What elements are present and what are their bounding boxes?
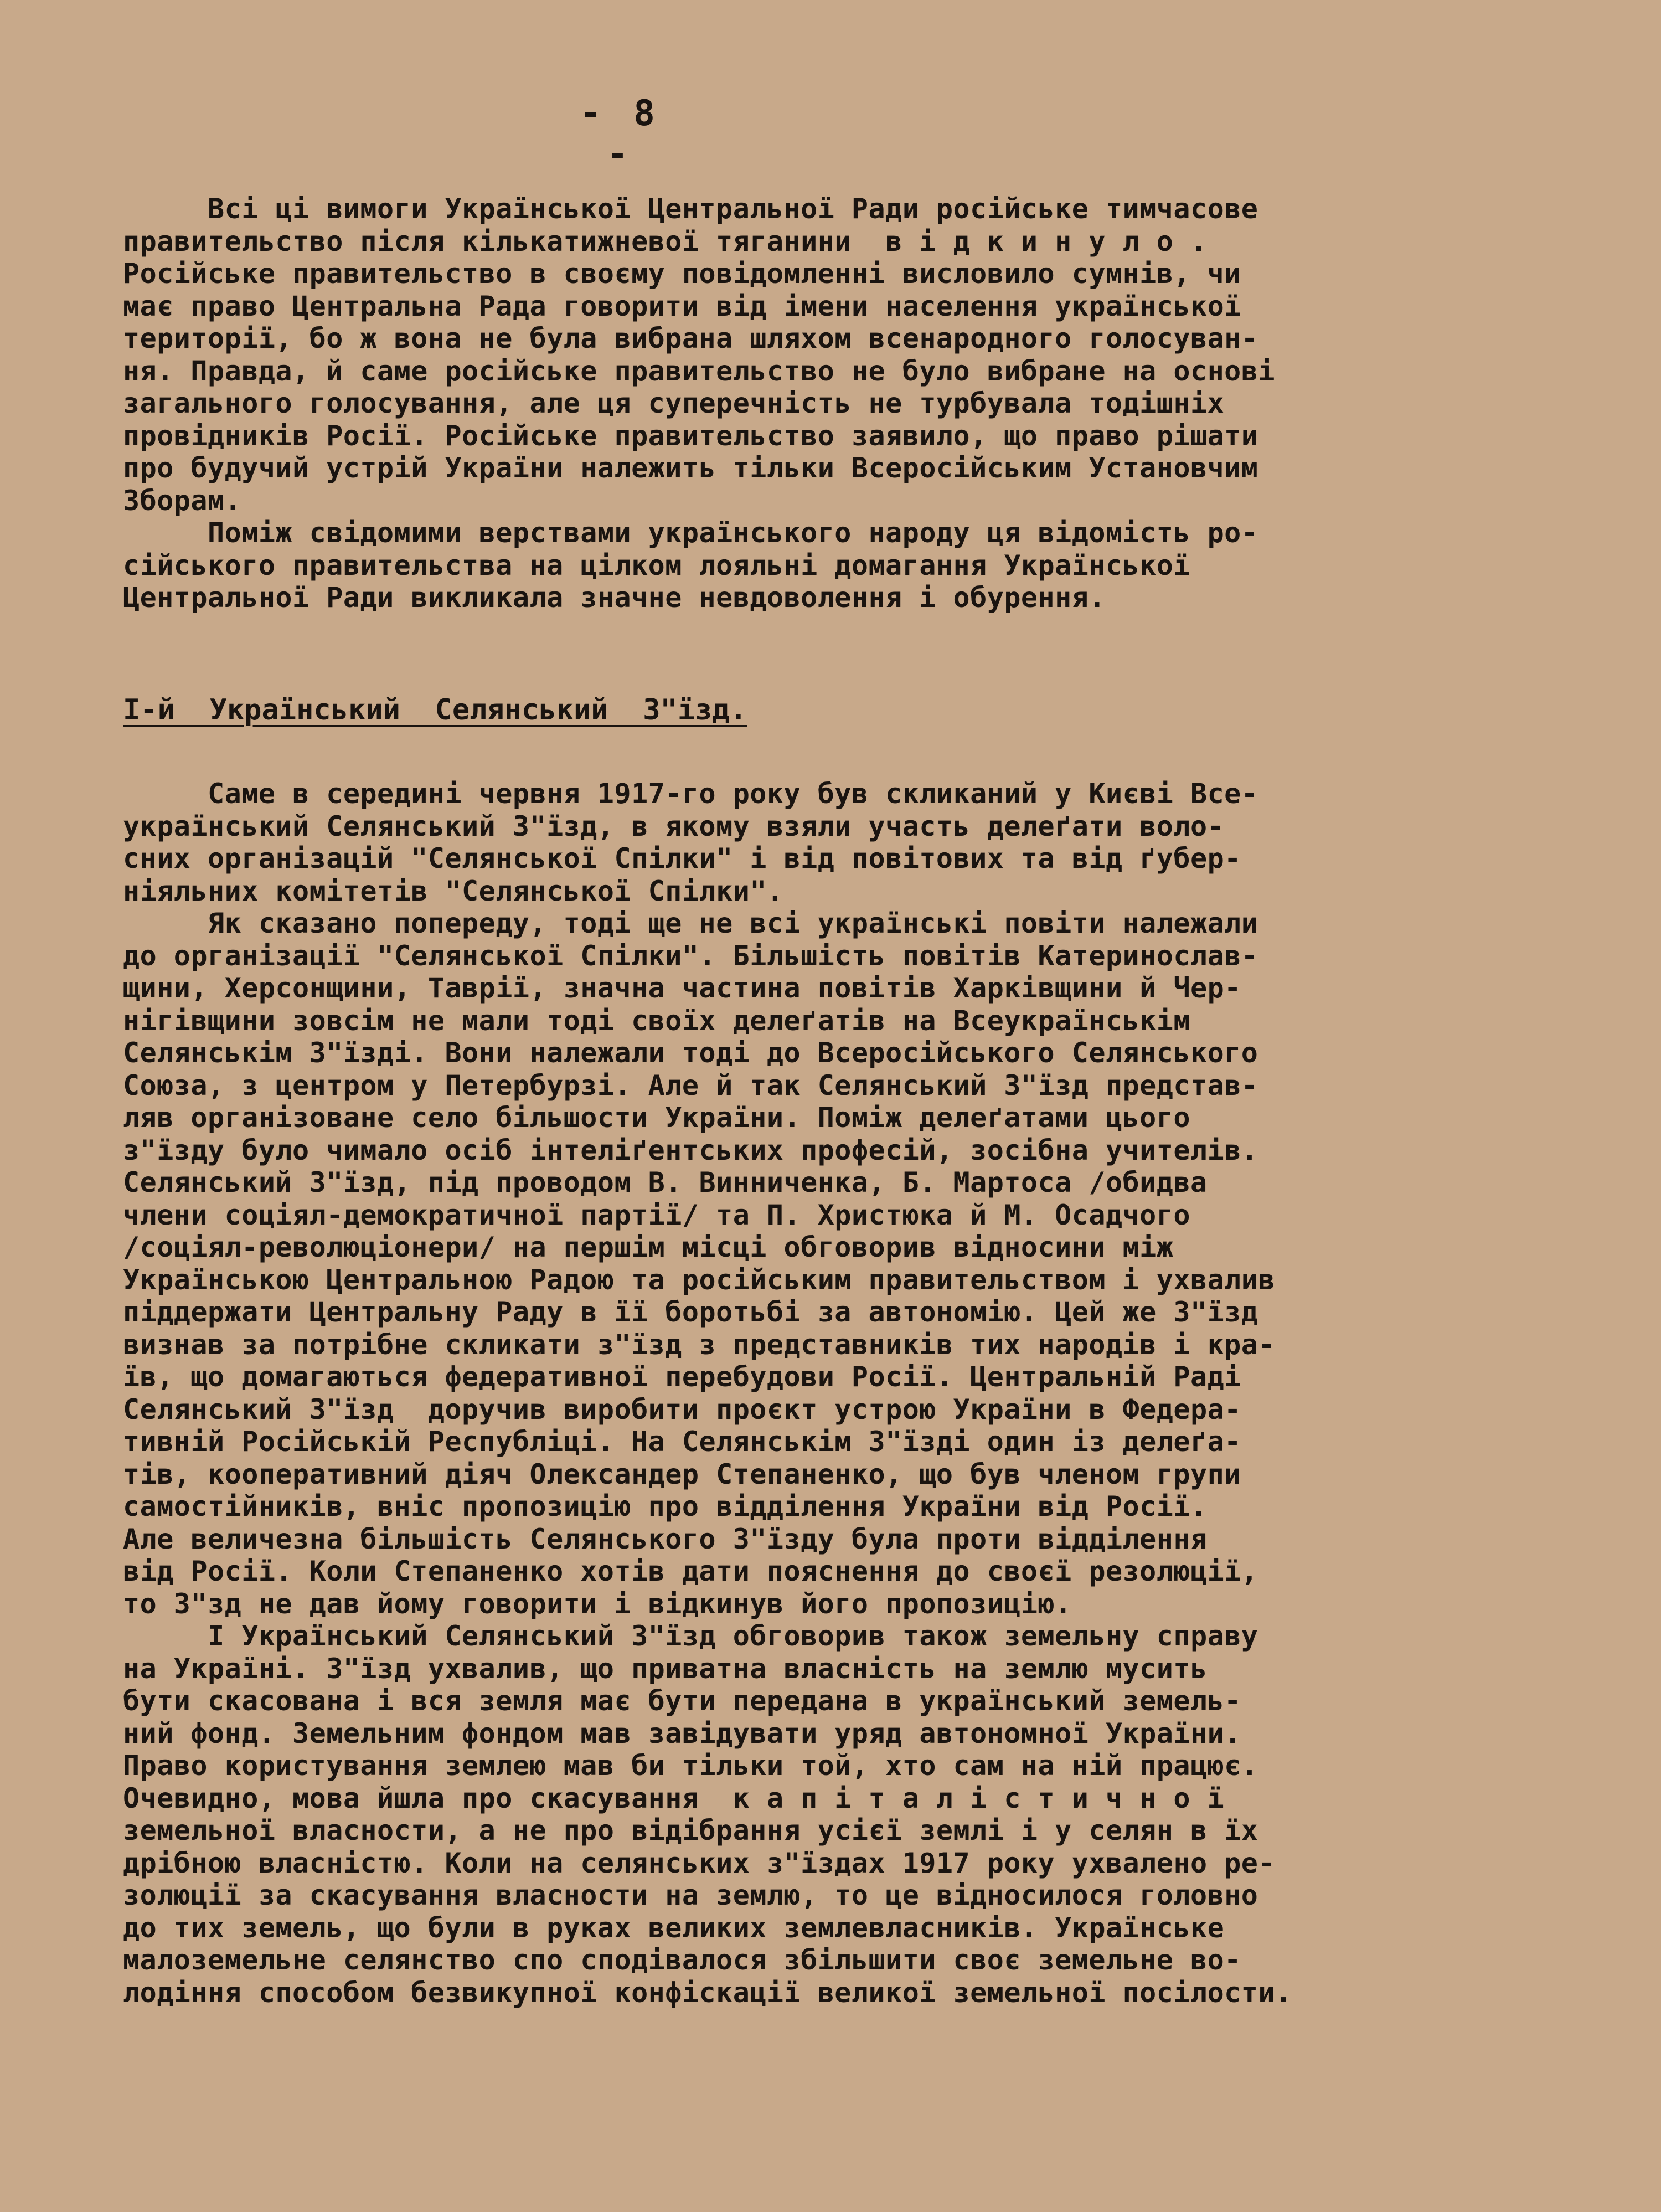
text-line: на Україні. З"їзд ухвалив, що приватна власність на землю мусить <box>123 1652 1208 1685</box>
text-line: до тих земель, що були в руках великих землевласників. Українське <box>123 1911 1225 1944</box>
text-line: Але величезна більшість Селянського З"їзду була проти відділення <box>123 1522 1208 1555</box>
text-line: то З"зд не дав йому говорити і відкинув його пропозицію. <box>123 1587 1072 1620</box>
text-line: /соціял-революціонери/ на першім місці обговорив відносини між <box>123 1231 1174 1263</box>
text-line: Саме в середині червня 1917-го року був скликаний у Києві Все- <box>123 778 1258 810</box>
text-line: Очевидно, мова йшла про скасування к а п і т а л і с т и ч н о ї <box>123 1782 1225 1814</box>
page-number: - 8 - <box>580 93 661 175</box>
text-line: Українською Центральною Радою та російським правительством і ухвалив <box>123 1263 1275 1296</box>
text-line: з"їзду було чимало осіб інтеліґентських професій, зосібна учителів. <box>123 1134 1258 1166</box>
text-line: самостійників, вніс пропозицію про відділення України від Росії. <box>123 1490 1208 1522</box>
text-line: правительство після кількатижневої тяганини в і д к и н у л о . <box>123 225 1208 258</box>
text-line: сійського правительства на цілком лояльні домагання Української <box>123 549 1190 582</box>
text-line: ня. Правда, й саме російське правительство не було вибране на основі <box>123 354 1275 387</box>
text-line: тів, кооперативний діяч Олександер Степаненко, що був членом групи <box>123 1458 1241 1490</box>
text-line: ляв організоване село більшости України. Поміж делеґатами цього <box>123 1102 1190 1134</box>
text-line: провідників Росії. Російське правительство заявило, що право рішати <box>123 419 1258 452</box>
text-line: загального голосування, але ця суперечність не турбувала тодішніх <box>123 387 1225 419</box>
text-line: про будучий устрій України належить тільки Всеросійським Установчим <box>123 452 1258 484</box>
text-line: лодіння способом безвикупної конфіскації великої земельної посілости. <box>123 1976 1292 2009</box>
text-line: Селянський З"їзд доручив виробити проєкт устрою України в Федера- <box>123 1393 1241 1426</box>
text-line: тивній Російській Республіці. На Селянськім З"їзді один із делеґа- <box>123 1426 1241 1458</box>
text-line: території, бо ж вона не була вибрана шляхом всенародного голосуван- <box>123 322 1258 354</box>
text-line: Центральної Ради викликала значне невдоволення і обурення. <box>123 582 1106 614</box>
text-line: має право Центральна Рада говорити від імени населення української <box>123 290 1241 322</box>
text-line: Зборам. <box>123 484 242 517</box>
text-line: малоземельне селянство спо сподівалося збільшити своє земельне во- <box>123 1944 1241 1976</box>
text-line: Союза, з центром у Петербурзі. Але й так Селянський З"їзд представ- <box>123 1069 1258 1102</box>
text-line: Всі ці вимоги Української Центральної Ради російське тимчасове <box>123 193 1258 225</box>
text-line: піддержати Центральну Раду в її боротьбі за автономію. Цей же З"їзд <box>123 1296 1258 1328</box>
text-line: дрібною власністю. Коли на селянських з"їздах 1917 року ухвалено ре- <box>123 1846 1275 1879</box>
text-line: члени соціял-демократичної партії/ та П. Христюка й М. Осадчого <box>123 1198 1190 1231</box>
paragraph-block-2 <box>123 778 1574 2009</box>
text-line: Селянський З"їзд, під проводом В. Винниченка, Б. Мартоса /обидва <box>123 1166 1208 1198</box>
text-line: нігівщини зовсім не мали тоді своїх делеґатів на Всеукраїнськім <box>123 1004 1190 1037</box>
text-line: бути скасована і вся земля має бути передана в український земель- <box>123 1685 1241 1717</box>
text-line: їв, що домагаються федеративної перебудови Росії. Центральній Раді <box>123 1361 1241 1393</box>
text-line: земельної власности, а не про відібрання усієї землі і у селян в їх <box>123 1814 1258 1846</box>
text-line: ний фонд. Земельним фондом мав завідувати уряд автономної України. <box>123 1717 1241 1750</box>
paragraph-block-1 <box>123 193 1574 614</box>
text-line: визнав за потрібне скликати з"їзд з представників тих народів і кра- <box>123 1328 1275 1361</box>
text-line: Право користування землею мав би тільки той, хто сам на ній працює. <box>123 1750 1258 1782</box>
text-line: сних організацій "Селянської Спілки" і від повітових та від ґубер- <box>123 842 1241 874</box>
text-line: Селянськім З"їзді. Вони належали тоді до Всеросійського Селянського <box>123 1037 1258 1069</box>
text-line: золюції за скасування власности на землю, то це відносилося головно <box>123 1879 1258 1911</box>
text-line: І Український Селянський З"їзд обговорив також земельну справу <box>123 1620 1258 1652</box>
section-heading: I-й Український Селянський З"їзд. <box>123 693 747 727</box>
text-line: ніяльних комітетів "Селянської Спілки". <box>123 874 784 907</box>
text-line: щини, Херсонщини, Таврії, значна частина повітів Харківщини й Чер- <box>123 972 1241 1004</box>
text-line: до організації "Селянської Спілки". Більшість повітів Катеринослав- <box>123 939 1258 972</box>
text-line: Як сказано попереду, тоді ще не всі українські повіти належали <box>123 907 1258 939</box>
text-line: від Росії. Коли Степаненко хотів дати пояснення до своєї резолюції, <box>123 1555 1258 1587</box>
text-line: український Селянський З"їзд, в якому взяли участь делеґати воло- <box>123 810 1225 842</box>
text-line: Російське правительство в своєму повідомленні висловило сумнів, чи <box>123 258 1241 290</box>
text-line: Поміж свідомими верствами українського народу ця відомість ро- <box>123 517 1258 549</box>
